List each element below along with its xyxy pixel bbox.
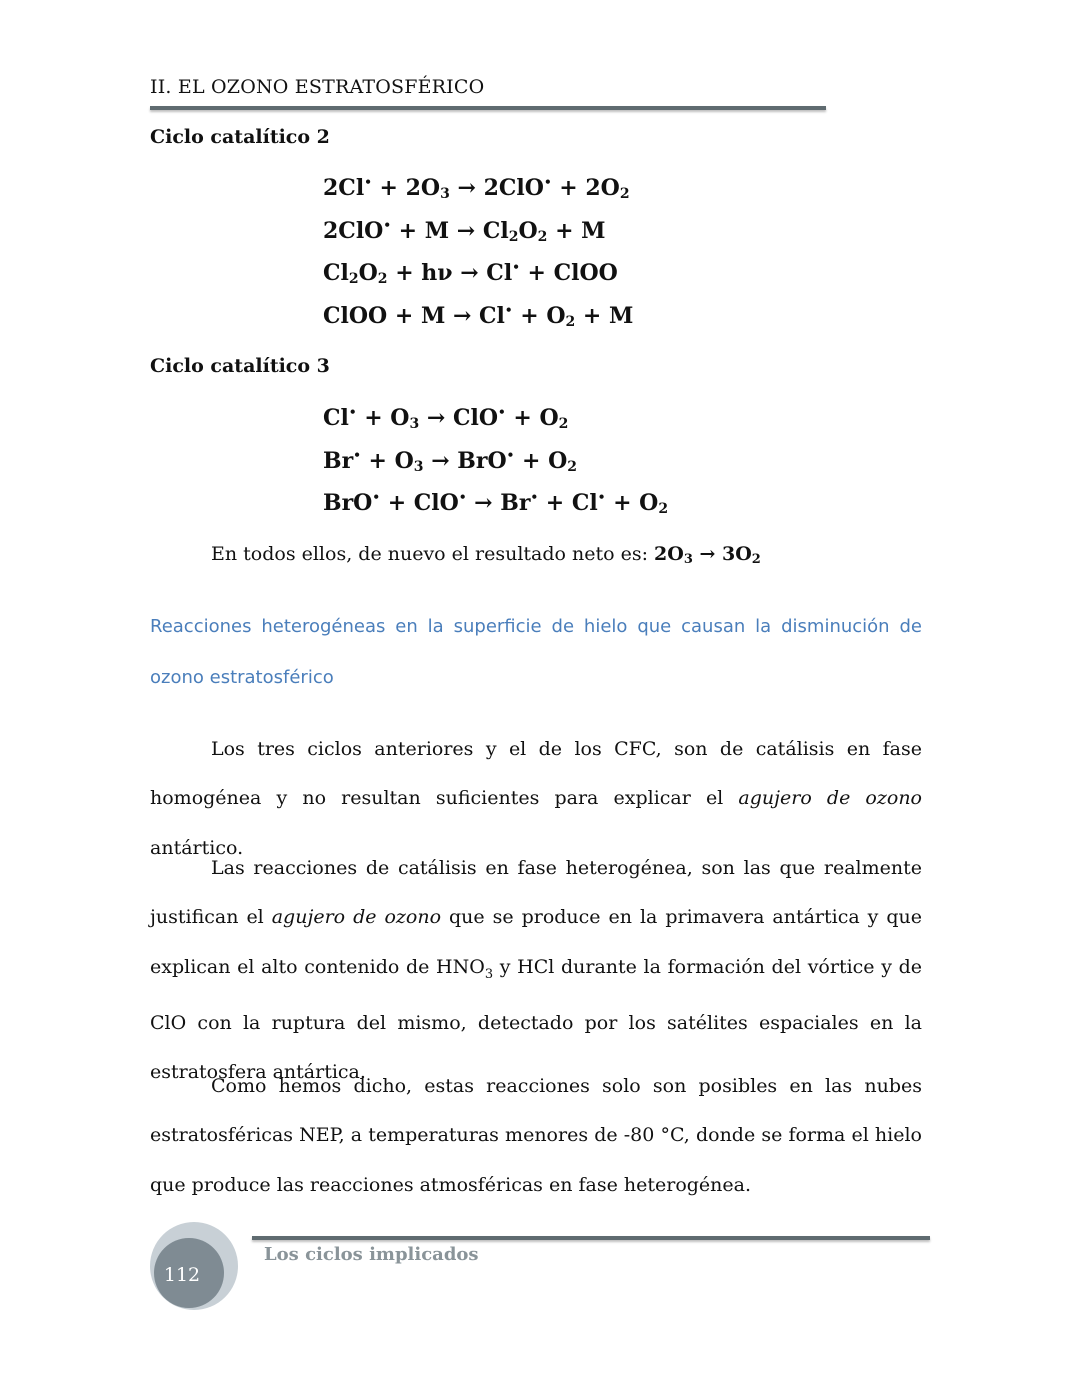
net-result-formula: $2O_3 \to 3O_2$ — [654, 543, 761, 567]
cycle2-equation-2: $2ClO^• + M \to Cl_2O_2 + M$ — [323, 218, 606, 245]
paragraph-2: Las reacciones de catálisis en fase heterogénea, son las que realmente justifican el agujero de ozono que se produce en la primavera antártica y que explican el alto contenido de $HNO_3$ y HCl durante la formación del vórtice y de ClO con la ruptura del mismo, detectado por los satélites espaciales en la estratosfera antártica. — [150, 857, 922, 1083]
footer-rule — [252, 1236, 930, 1240]
footer-title: Los ciclos implicados — [264, 1244, 479, 1265]
net-result-line: En todos ellos, de nuevo el resultado neto es: $2O_3 \to 3O_2$ — [211, 543, 761, 567]
cycle2-equation-1: $2Cl^• + 2O_3 \to 2ClO^• + 2O_2$ — [323, 175, 630, 202]
section-title: Reacciones heterogéneas en la superficie de hielo que causan la disminución de ozono estratosférico — [150, 616, 922, 688]
header-rule — [150, 106, 826, 110]
paragraph-3: Como hemos dicho, estas reacciones solo son posibles en las nubes estratosféricas NEP, a temperaturas menores de -80 °C, donde se forma el hielo que produce las reacciones atmosféricas en fase heterogénea. — [150, 1075, 922, 1196]
cycle3-equation-2: $Br^• + O_3 \to BrO^• + O_2$ — [323, 448, 577, 475]
cycle3-equation-1: $Cl^• + O_3 \to ClO^• + O_2$ — [323, 405, 569, 432]
cycle2-equation-3: $Cl_2O_2 + h\nu \to Cl^•$ + ClOO — [323, 260, 618, 287]
paragraph-1: Los tres ciclos anteriores y el de los CFC, son de catálisis en fase homogénea y no resultan suficientes para explicar el agujero de ozono antártico. — [150, 738, 922, 859]
cycle3-equation-3: $BrO^• + ClO^• \to Br^• + Cl^• + O_2$ — [323, 490, 669, 517]
page-number: 112 — [163, 1264, 201, 1286]
running-header: II. EL OZONO ESTRATOSFÉRICO — [150, 76, 485, 98]
cycle3-heading: Ciclo catalítico 3 — [150, 355, 330, 377]
cycle2-heading: Ciclo catalítico 2 — [150, 126, 330, 148]
cycle2-equation-4: ClOO + $M \to Cl^• + O_2 + M$ — [323, 303, 634, 330]
